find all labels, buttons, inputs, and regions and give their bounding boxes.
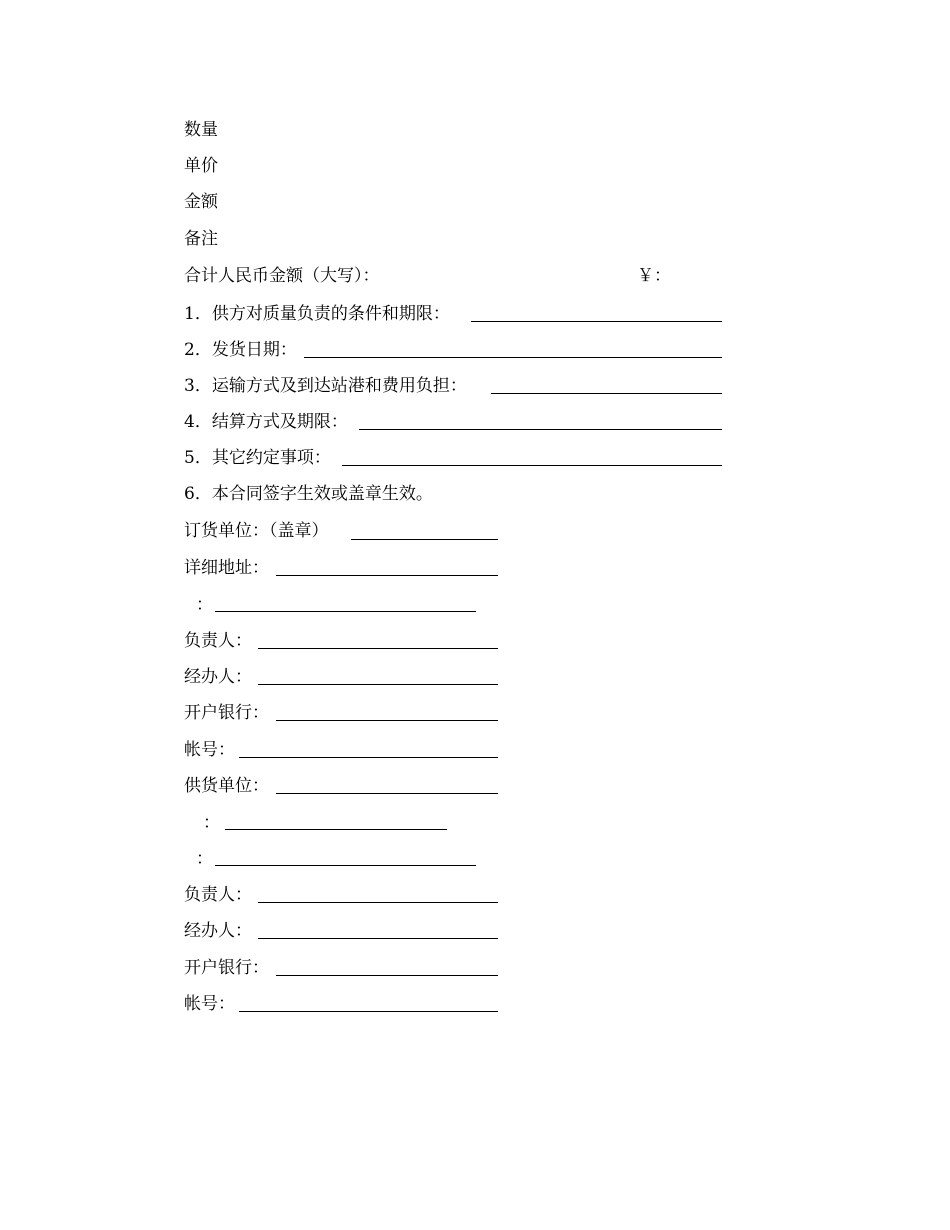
term-4: 4．结算方式及期限： <box>184 412 348 432</box>
term-1-blank <box>471 321 722 322</box>
supplier-account-label: 帐号： <box>184 994 235 1014</box>
term-2: 2．发货日期： <box>184 340 297 360</box>
supplier-bank-label: 开户银行： <box>184 958 269 978</box>
buyer-account-blank <box>239 757 498 758</box>
buyer-colon-blank <box>215 611 476 612</box>
buyer-account-label: 帐号： <box>184 740 235 760</box>
supplier-bank-blank <box>276 975 498 976</box>
buyer-unit-label: 订货单位：（盖章） <box>184 521 329 541</box>
supplier-colon-2-label: ： <box>196 849 213 869</box>
buyer-agent-blank <box>258 684 498 685</box>
term-1: 1．供方对质量负责的条件和期限： <box>184 304 450 324</box>
buyer-person-label: 负责人： <box>184 631 252 651</box>
supplier-account-blank <box>239 1011 498 1012</box>
label-remarks: 备注 <box>184 229 218 249</box>
buyer-person-blank <box>258 648 498 649</box>
buyer-address-label: 详细地址： <box>184 558 269 578</box>
term-4-blank <box>359 429 722 430</box>
supplier-unit-label: 供货单位： <box>184 776 269 796</box>
term-3: 3．运输方式及到达站港和费用负担： <box>184 376 467 396</box>
buyer-colon-label: ： <box>196 595 213 615</box>
supplier-colon-1-blank <box>225 829 447 830</box>
term-3-blank <box>491 393 722 394</box>
yen-label: ￥： <box>637 266 671 286</box>
supplier-agent-blank <box>258 938 498 939</box>
supplier-person-blank <box>258 902 498 903</box>
supplier-colon-2-blank <box>215 865 476 866</box>
supplier-colon-1-label: ： <box>203 813 220 833</box>
label-unit-price: 单价 <box>184 156 218 176</box>
supplier-agent-label: 经办人： <box>184 921 252 941</box>
label-quantity: 数量 <box>184 120 218 140</box>
buyer-unit-blank <box>351 539 498 540</box>
term-2-blank <box>304 357 722 358</box>
buyer-address-blank <box>276 575 498 576</box>
buyer-bank-label: 开户银行： <box>184 703 269 723</box>
supplier-unit-blank <box>276 793 498 794</box>
label-amount: 金额 <box>184 192 218 212</box>
total-amount-label: 合计人民币金额（大写）： <box>184 266 380 286</box>
term-6: 6．本合同签字生效或盖章生效。 <box>184 484 433 504</box>
term-5-blank <box>342 465 722 466</box>
buyer-agent-label: 经办人： <box>184 667 252 687</box>
term-5: 5．其它约定事项： <box>184 448 331 468</box>
supplier-person-label: 负责人： <box>184 885 252 905</box>
buyer-bank-blank <box>276 720 498 721</box>
